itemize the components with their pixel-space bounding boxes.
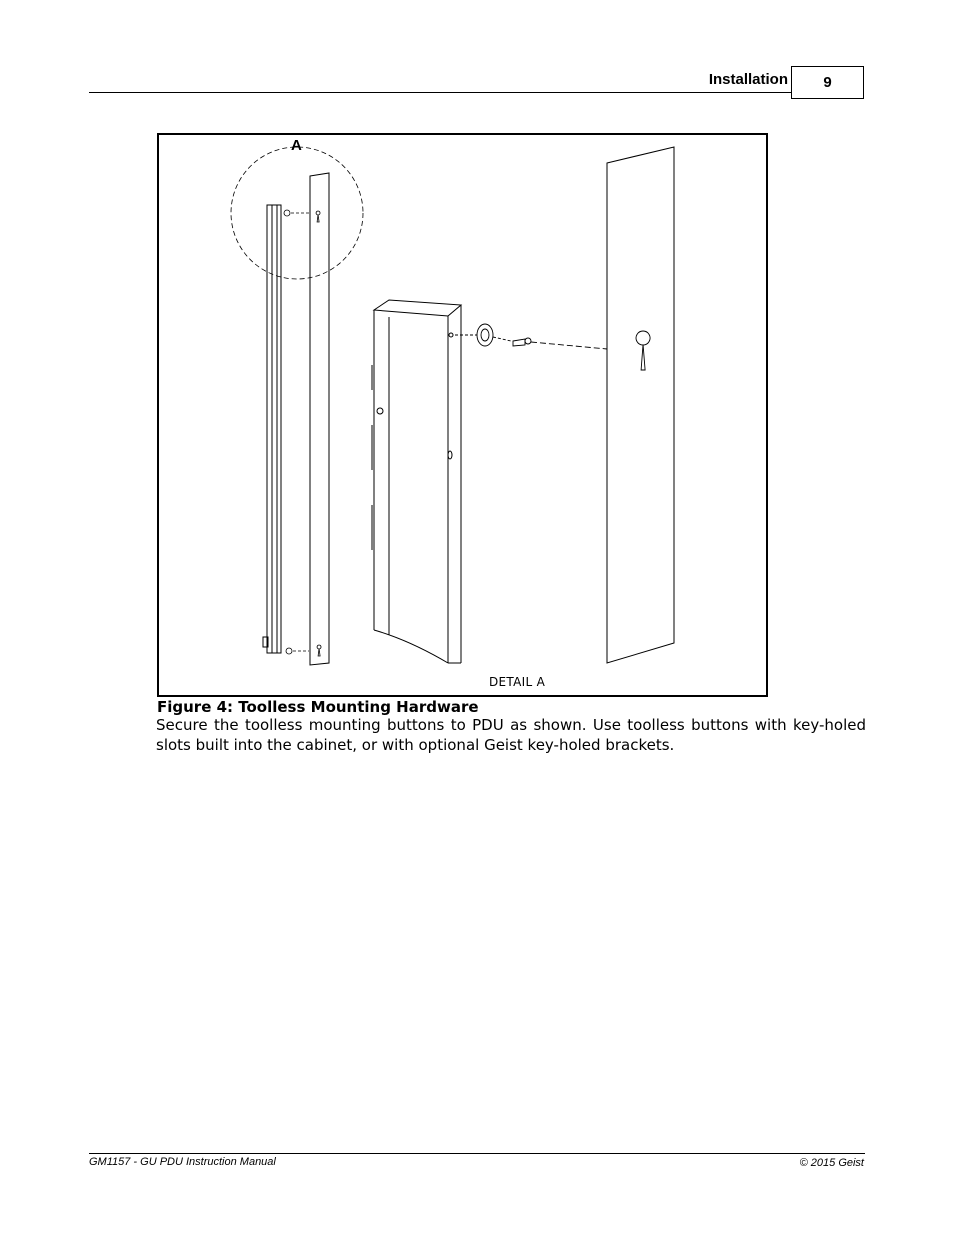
footer-copyright: © 2015 Geist <box>799 1157 864 1169</box>
detail-letter: A <box>291 137 302 154</box>
pdu-rail-left <box>263 205 281 653</box>
panel-right <box>607 147 674 663</box>
mounting-hardware-drawing <box>159 135 766 695</box>
panel-left <box>310 173 329 665</box>
pdu-body-center <box>372 300 461 663</box>
detail-label: DETAIL A <box>489 675 546 689</box>
body-paragraph: Secure the toolless mounting buttons to PDU as shown. Use toolless buttons with key-holed slots built into the cabinet, or with optional Geist key-holed brackets. <box>156 716 866 754</box>
header-rule <box>89 92 791 93</box>
page-number: 9 <box>823 74 832 91</box>
figure-caption: Figure 4: Toolless Mounting Hardware <box>157 698 479 716</box>
rail-buttons <box>284 210 309 654</box>
mounting-button <box>455 324 607 349</box>
page-number-box <box>791 66 864 99</box>
figure-illustration <box>157 133 768 697</box>
footer-manual-title: GM1157 - GU PDU Instruction Manual <box>89 1156 276 1168</box>
header-section-title: Installation <box>708 71 788 88</box>
footer-rule <box>89 1153 865 1154</box>
